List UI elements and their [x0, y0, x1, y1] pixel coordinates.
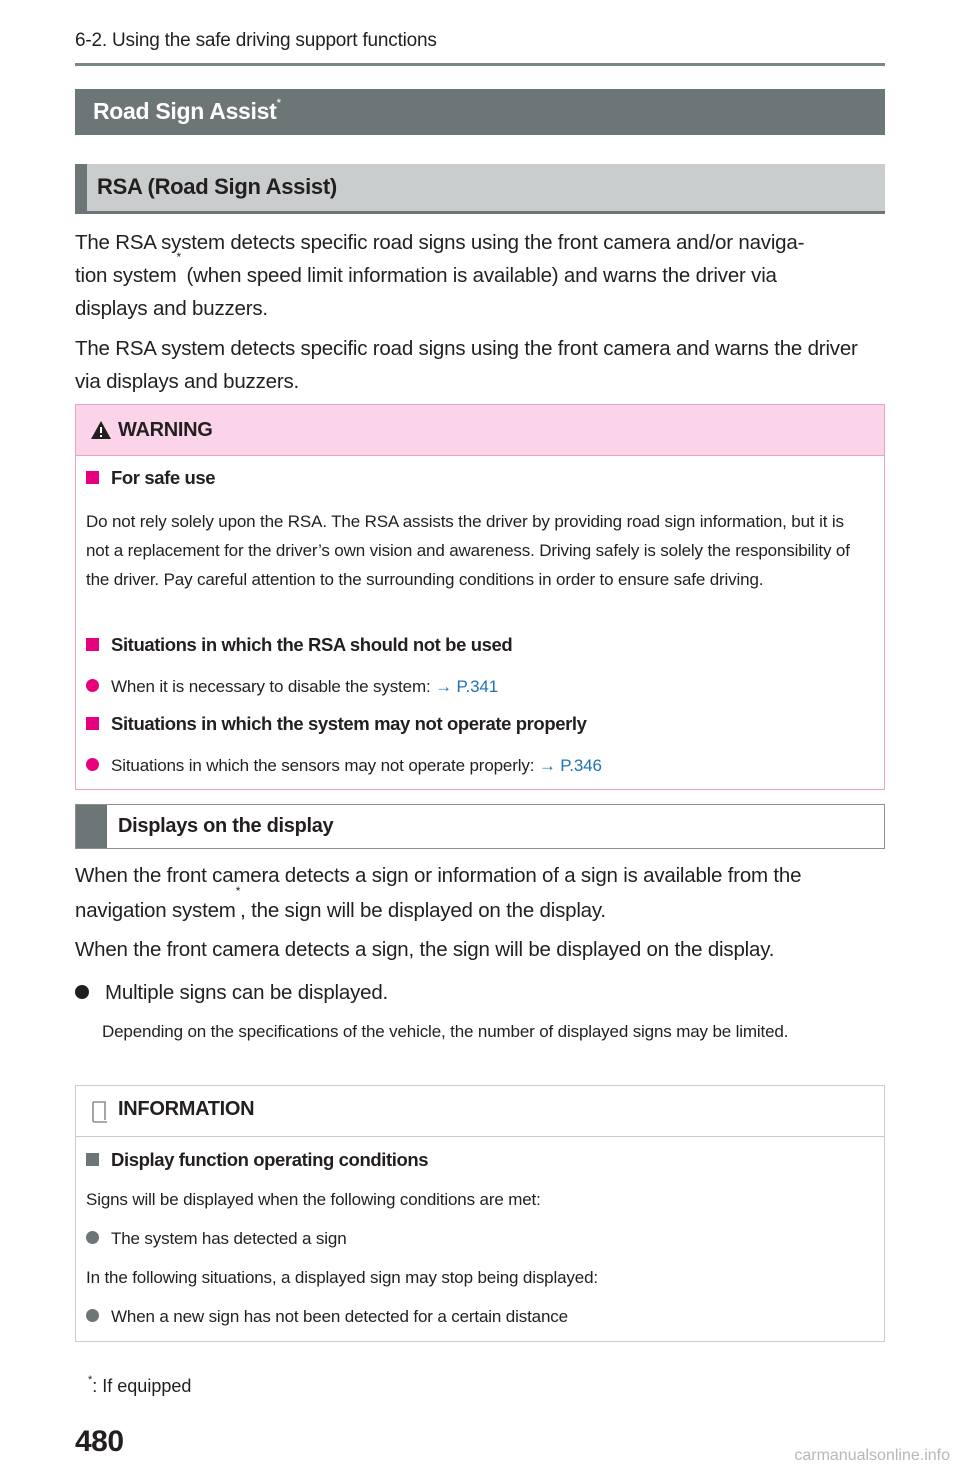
warning-box	[75, 404, 885, 790]
information-line-1: Signs will be displayed when the following conditions are met:	[86, 1190, 541, 1209]
displays-bullet	[75, 976, 885, 1009]
page-link-341[interactable]: → P.341	[435, 677, 499, 696]
subsection-bar	[75, 164, 885, 214]
footnote-mark: *	[88, 1374, 93, 1386]
not-operate-text: Situations in which the sensors may not operate properly:	[111, 756, 539, 775]
warning-header	[76, 405, 884, 456]
round-bullet-icon	[75, 985, 89, 999]
page-title	[93, 98, 281, 125]
subsection-tab	[75, 164, 87, 211]
information-subhead	[86, 1149, 871, 1171]
square-bullet-icon	[86, 1153, 99, 1166]
page-link-346[interactable]: → P.346	[538, 756, 602, 775]
displays-heading-bar	[75, 804, 885, 849]
if-equipped-mark: *	[176, 250, 181, 264]
intro-p1-line3: displays and buzzers.	[75, 297, 268, 320]
safe-use-title: For safe use	[111, 467, 216, 488]
displays-note: Depending on the specifications of the vehicle, the number of displayed signs may be limited.	[102, 1022, 789, 1041]
warning-subhead-safe-use	[86, 467, 871, 489]
intro-p1-line2b: (when speed limit information is available) and warns the driver via	[180, 264, 777, 287]
information-item-1	[86, 1224, 871, 1253]
title-bar	[75, 89, 885, 135]
not-used-text: When it is necessary to disable the system:	[111, 677, 436, 696]
memo-icon	[90, 1100, 110, 1124]
information-title: Display function operating conditions	[111, 1149, 429, 1170]
intro-p1-line1: The RSA system detects specific road signs using the front camera and/or naviga-	[75, 231, 805, 254]
safe-use-body: Do not rely solely upon the RSA. The RSA assists the driver by providing road sign information, but it is not a replacement for the driver’s own vision and awareness. Driving safely is solely the responsibility of the driver. Pay careful attention to the surrounding conditions in order to ensure safe driving.	[86, 512, 850, 589]
warning-label: WARNING	[118, 419, 213, 441]
information-item-2	[86, 1302, 871, 1331]
displays-paragraph-2: When the front camera detects a sign, the sign will be displayed on the display.	[75, 938, 775, 961]
if-equipped-mark: *	[235, 884, 241, 898]
not-operate-item	[86, 751, 871, 780]
round-bullet-icon	[86, 1231, 99, 1244]
square-bullet-icon	[86, 638, 99, 651]
information-header	[76, 1086, 884, 1137]
information-line-2: In the following situations, a displayed sign may stop being displayed:	[86, 1268, 598, 1287]
warning-subhead-not-used	[86, 634, 871, 656]
not-used-item	[86, 672, 871, 701]
round-bullet-icon	[86, 679, 99, 692]
information-label: INFORMATION	[118, 1098, 255, 1120]
if-equipped-mark: *	[276, 96, 281, 111]
displays-p1-a: When the front camera detects a sign or information of a sign is available from the navigation system	[75, 864, 802, 922]
square-bullet-icon	[86, 717, 99, 730]
round-bullet-icon	[86, 1309, 99, 1322]
page-title-text: Road Sign Assist	[93, 98, 277, 124]
displays-tab	[76, 805, 107, 848]
footnote-text: : If equipped	[92, 1376, 192, 1396]
displays-paragraph-1	[75, 858, 885, 928]
displays-bullet-text: Multiple signs can be displayed.	[105, 981, 389, 1004]
round-bullet-icon	[86, 758, 99, 771]
page-number: 480	[75, 1425, 124, 1458]
header-rule	[75, 63, 885, 66]
footnote	[88, 1376, 191, 1397]
not-used-title: Situations in which the RSA should not be used	[111, 634, 513, 655]
not-operate-title: Situations in which the system may not operate properly	[111, 713, 587, 734]
square-bullet-icon	[86, 471, 99, 484]
warning-triangle-icon	[90, 420, 112, 440]
displays-p1-b: , the sign will be displayed on the display.	[240, 899, 606, 922]
warning-subhead-not-operate	[86, 713, 871, 735]
intro-p1-line2a: tion system	[75, 264, 177, 287]
information-item-1-text: The system has detected a sign	[111, 1229, 347, 1248]
displays-heading: Displays on the display	[118, 815, 334, 837]
information-box	[75, 1085, 885, 1342]
intro-paragraph-1	[75, 226, 885, 325]
subsection-title: RSA (Road Sign Assist)	[97, 174, 337, 199]
information-item-2-text: When a new sign has not been detected for a certain distance	[111, 1307, 568, 1326]
watermark: carmanualsonline.info	[794, 1447, 950, 1464]
section-header: 6-2. Using the safe driving support functions	[75, 30, 437, 51]
intro-paragraph-2: The RSA system detects specific road signs using the front camera and warns the driver via displays and buzzers.	[75, 337, 858, 393]
